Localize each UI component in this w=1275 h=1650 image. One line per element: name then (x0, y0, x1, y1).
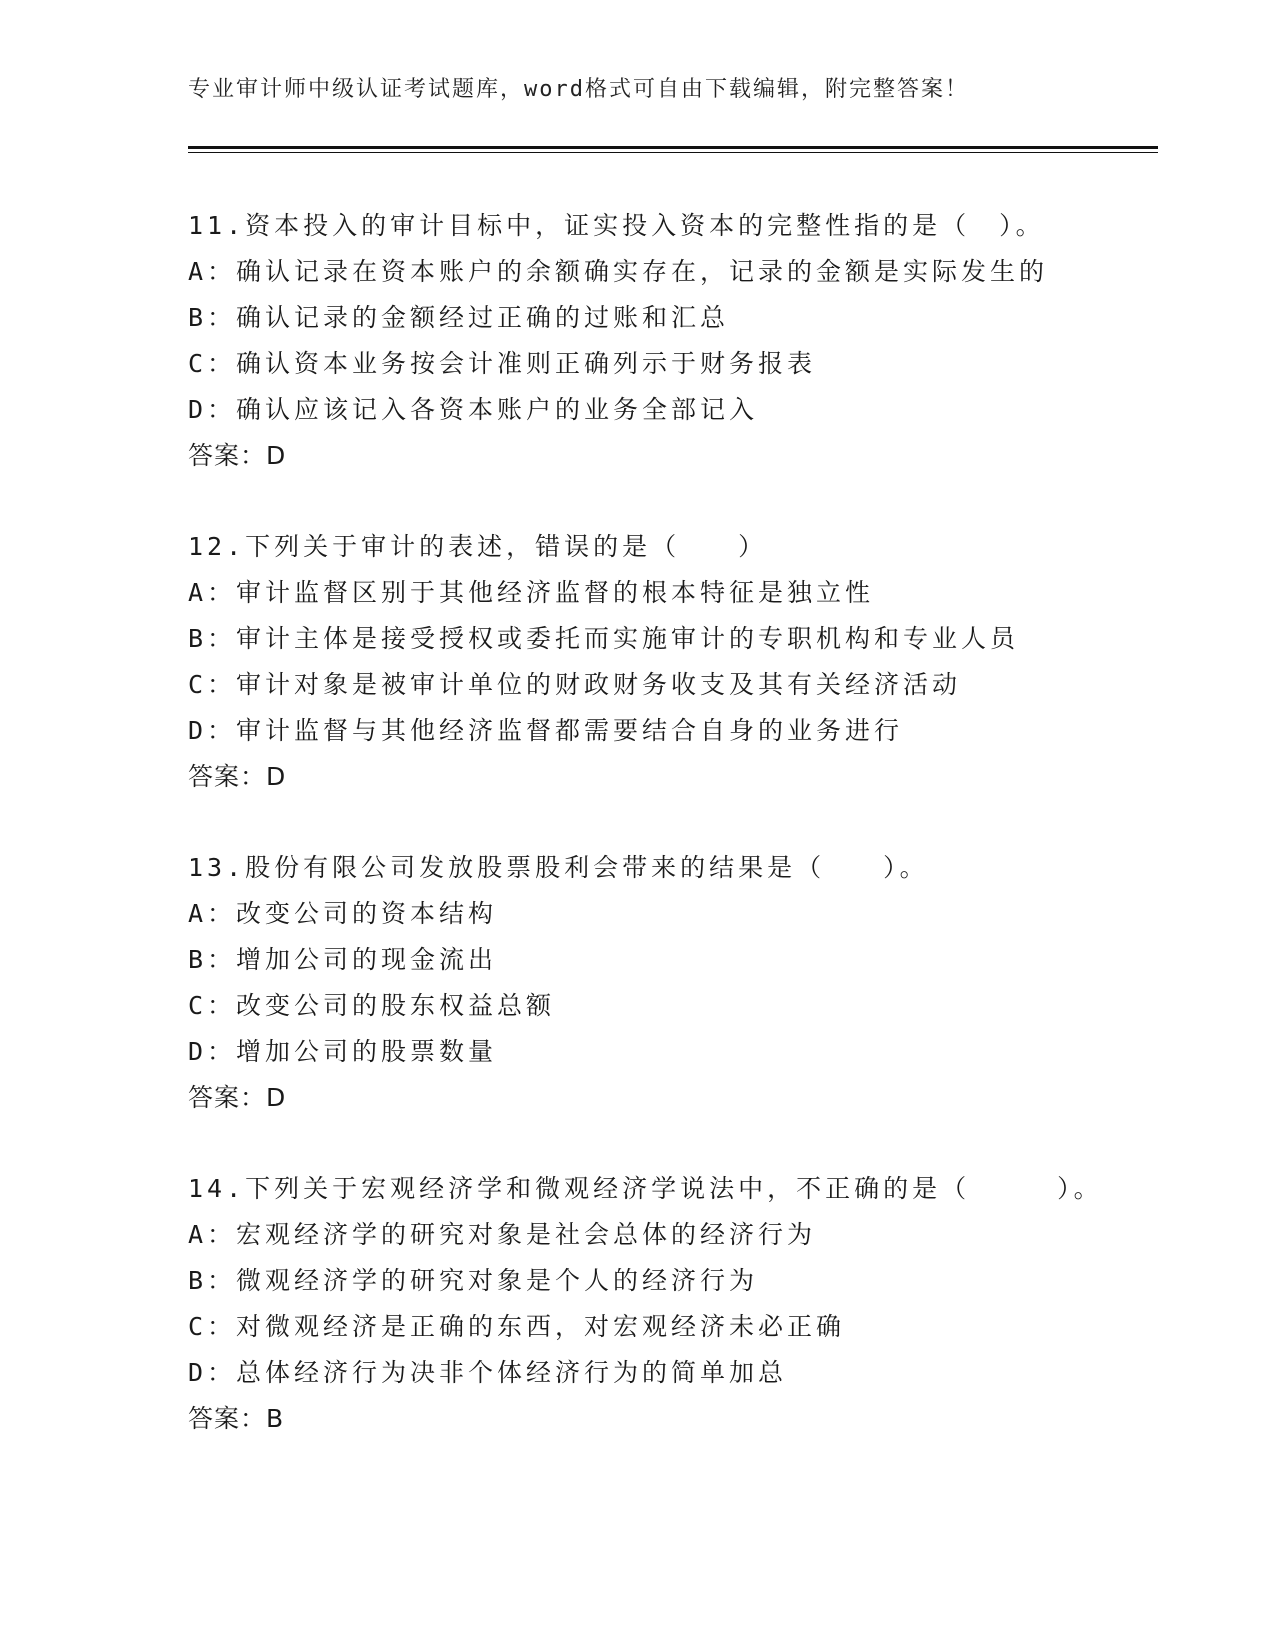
answer-line: 答案：B (188, 1404, 285, 1433)
option-c: C：对微观经济是正确的东西，对宏观经济未必正确 (188, 1312, 846, 1341)
option-b: B：增加公司的现金流出 (188, 945, 498, 974)
header-divider-thick (188, 146, 1158, 149)
question-list (188, 203, 1168, 1487)
option-d: D：确认应该记入各资本账户的业务全部记入 (188, 395, 759, 424)
option-c: C：确认资本业务按会计准则正确列示于财务报表 (188, 349, 817, 378)
page-header: 专业审计师中级认证考试题库，word格式可自由下载编辑，附完整答案！ (188, 77, 969, 102)
option-d: D：审计监督与其他经济监督都需要结合自身的业务进行 (188, 716, 904, 745)
option-d: D：总体经济行为决非个体经济行为的简单加总 (188, 1358, 788, 1387)
option-b: B：确认记录的金额经过正确的过账和汇总 (188, 303, 730, 332)
option-a: A：审计监督区别于其他经济监督的根本特征是独立性 (188, 578, 875, 607)
answer-line: 答案：D (188, 762, 287, 791)
option-c: C：审计对象是被审计单位的财政财务收支及其有关经济活动 (188, 670, 962, 699)
answer-line: 答案：D (188, 1083, 287, 1112)
option-d: D：增加公司的股票数量 (188, 1037, 498, 1066)
question-14 (188, 1166, 1168, 1442)
option-b: B：微观经济学的研究对象是个人的经济行为 (188, 1266, 759, 1295)
option-a: A：确认记录在资本账户的余额确实存在，记录的金额是实际发生的 (188, 257, 1049, 286)
header-divider-thin (188, 152, 1158, 153)
answer-line: 答案：D (188, 441, 287, 470)
option-c: C：改变公司的股东权益总额 (188, 991, 556, 1020)
question-13 (188, 845, 1168, 1121)
option-a: A：改变公司的资本结构 (188, 899, 498, 928)
question-stem: 13.股份有限公司发放股票股利会带来的结果是（ ）。 (188, 853, 929, 882)
question-12 (188, 524, 1168, 800)
question-stem: 12.下列关于审计的表述，错误的是（ ） (188, 532, 768, 561)
question-stem: 14.下列关于宏观经济学和微观经济学说法中，不正确的是（ ）。 (188, 1174, 1103, 1203)
option-a: A：宏观经济学的研究对象是社会总体的经济行为 (188, 1220, 817, 1249)
question-11 (188, 203, 1168, 479)
question-stem: 11.资本投入的审计目标中，证实投入资本的完整性指的是（ ）。 (188, 211, 1045, 240)
option-b: B：审计主体是接受授权或委托而实施审计的专职机构和专业人员 (188, 624, 1020, 653)
